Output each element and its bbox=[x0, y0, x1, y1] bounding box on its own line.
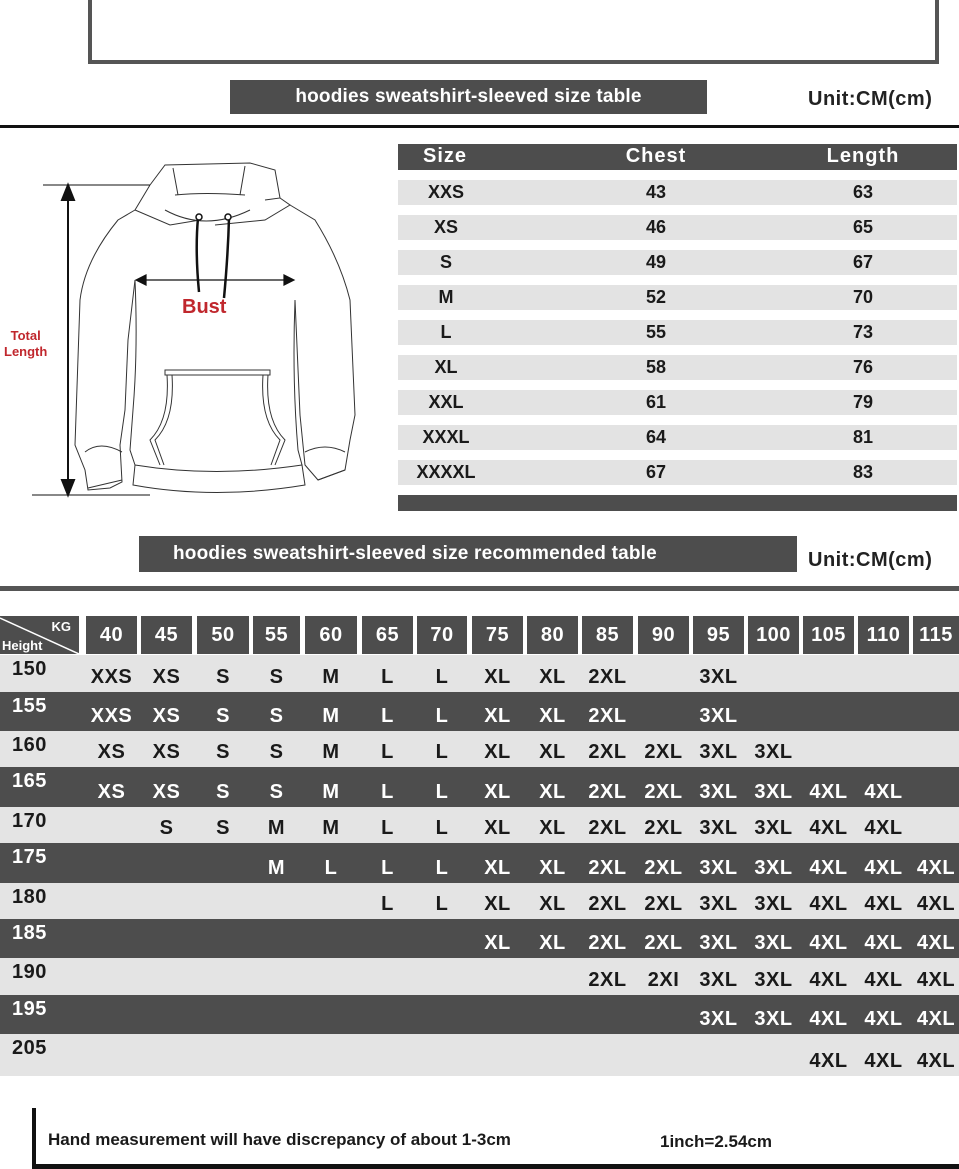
size-recommendation-cell: XL bbox=[484, 781, 511, 803]
chest-cell: 64 bbox=[645, 427, 667, 447]
size-recommendation-cell: XS bbox=[97, 781, 126, 803]
size-recommendation-cell: S bbox=[216, 705, 230, 727]
size-table-header bbox=[398, 144, 957, 170]
size-recommendation-cell: M bbox=[322, 817, 340, 839]
size-recommendation-cell: L bbox=[435, 893, 449, 915]
size-recommendation-cell: 3XL bbox=[754, 969, 793, 991]
size-recommendation-cell: 4XL bbox=[916, 1008, 956, 1030]
size-table-row bbox=[398, 215, 957, 240]
size-recommendation-cell: 4XL bbox=[864, 1050, 903, 1072]
column-header-size: Size bbox=[423, 145, 468, 167]
size-recommendation-cell: 3XL bbox=[699, 666, 738, 688]
size-recommendation-cell: 3XL bbox=[754, 781, 793, 803]
size-cell: XS bbox=[433, 217, 458, 237]
size-recommendation-cell: 3XL bbox=[754, 817, 793, 839]
size-recommendation-cell: 3XL bbox=[754, 1008, 793, 1030]
size-recommendation-cell: 2XL bbox=[588, 817, 627, 839]
size-cell: XXXL bbox=[422, 427, 470, 447]
weight-header-cell: 105 bbox=[803, 616, 854, 654]
recommend-title-banner bbox=[139, 536, 797, 572]
recommend-row bbox=[0, 692, 959, 731]
length-cell: 67 bbox=[852, 252, 874, 272]
size-recommendation-cell: S bbox=[269, 781, 284, 803]
size-recommendation-cell: 4XL bbox=[864, 781, 903, 803]
chest-cell: 43 bbox=[645, 182, 667, 202]
size-table-body bbox=[398, 180, 957, 485]
size-recommendation-cell: 2XL bbox=[644, 893, 683, 915]
size-table-row bbox=[398, 460, 957, 485]
height-cell: 190 bbox=[12, 961, 47, 983]
recommend-row bbox=[0, 731, 959, 767]
recommend-row bbox=[0, 883, 959, 919]
size-recommendation-cell: S bbox=[269, 666, 284, 688]
size-recommendation-cell: 4XL bbox=[809, 1008, 848, 1030]
size-recommendation-cell: XL bbox=[484, 741, 511, 763]
size-recommendation-cell: S bbox=[216, 666, 230, 688]
size-recommendation-cell: 2XL bbox=[644, 857, 683, 879]
weight-header-cell: 60 bbox=[305, 616, 357, 654]
inch-conversion: 1inch=2.54cm bbox=[660, 1132, 772, 1151]
size-table-row bbox=[398, 320, 957, 345]
size-recommendation-cell: 4XL bbox=[809, 1050, 848, 1072]
size-recommendation-cell: L bbox=[381, 817, 394, 839]
size-recommendation-cell: XXS bbox=[90, 705, 133, 727]
size-recommendation-cell: XS bbox=[152, 666, 181, 688]
weight-header-cell: 90 bbox=[638, 616, 689, 654]
size-recommendation-cell: L bbox=[435, 741, 449, 763]
size-recommendation-cell: 2XL bbox=[588, 666, 627, 688]
measurement-note: Hand measurement will have discrepancy of about 1-3cm bbox=[48, 1130, 511, 1149]
size-recommendation-cell: XL bbox=[484, 893, 511, 915]
size-recommendation-cell: M bbox=[322, 666, 340, 688]
size-recommendation-cell: 4XL bbox=[864, 969, 903, 991]
size-recommendation-cell: 3XL bbox=[699, 893, 738, 915]
hoodie-outline-icon bbox=[0, 160, 380, 510]
size-table-title: hoodies sweatshirt-sleeved size table bbox=[295, 86, 642, 107]
size-recommendation-cell: M bbox=[322, 741, 340, 763]
size-recommendation-cell: 2XL bbox=[588, 857, 627, 879]
size-recommendation-cell: 2XL bbox=[588, 741, 627, 763]
size-recommendation-cell: 2XL bbox=[588, 705, 627, 727]
recommend-row bbox=[0, 958, 959, 995]
size-table-row bbox=[398, 180, 957, 205]
size-recommendation-cell: L bbox=[381, 741, 394, 763]
size-recommendation-cell: L bbox=[435, 817, 449, 839]
length-cell: 70 bbox=[852, 287, 874, 307]
recommend-row bbox=[0, 1034, 959, 1076]
size-table-footer-bar bbox=[398, 495, 957, 511]
size-recommendation-cell: 2XI bbox=[647, 969, 680, 991]
size-recommendation-cell: XS bbox=[97, 741, 126, 763]
size-recommendation-cell: 3XL bbox=[699, 741, 738, 763]
length-cell: 65 bbox=[852, 217, 874, 237]
total-length-label-line2: Length bbox=[4, 344, 48, 359]
size-recommendation-cell: 2XL bbox=[588, 781, 627, 803]
divider bbox=[0, 125, 959, 128]
length-cell: 81 bbox=[852, 427, 874, 447]
recommend-row bbox=[0, 919, 959, 958]
top-bracket-frame bbox=[88, 0, 939, 64]
size-recommendation-cell: 3XL bbox=[699, 705, 738, 727]
weight-header-cell: 80 bbox=[527, 616, 578, 654]
size-recommendation-cell: L bbox=[381, 893, 394, 915]
size-recommendation-cell: L bbox=[381, 705, 394, 727]
size-recommendation-cell: 2XL bbox=[588, 932, 627, 954]
size-recommendation-cell: S bbox=[159, 817, 174, 839]
size-recommendation-cell: 3XL bbox=[699, 857, 738, 879]
size-recommendation-cell: 4XL bbox=[809, 781, 848, 803]
weight-header-cell: 115 bbox=[913, 616, 959, 654]
recommend-unit-label: Unit:CM(cm) bbox=[808, 549, 933, 571]
size-recommendation-cell: L bbox=[381, 666, 394, 688]
chest-cell: 58 bbox=[645, 357, 667, 377]
size-recommendation-cell: 3XL bbox=[699, 781, 738, 803]
size-recommendation-cell: 4XL bbox=[864, 1008, 903, 1030]
size-recommendation-cell: L bbox=[381, 781, 394, 803]
size-recommendation-cell: 2XL bbox=[644, 741, 683, 763]
hoodie-diagram bbox=[0, 160, 380, 510]
size-recommendation-cell: XXS bbox=[90, 666, 133, 688]
weight-header-cell: 50 bbox=[197, 616, 249, 654]
size-recommendation-cell: L bbox=[435, 781, 449, 803]
size-recommendation-cell: L bbox=[381, 857, 394, 879]
weight-header-cell: 85 bbox=[582, 616, 633, 654]
height-cell: 185 bbox=[12, 922, 47, 944]
size-recommendation-cell: S bbox=[216, 817, 230, 839]
size-cell: L bbox=[440, 322, 452, 342]
length-cell: 63 bbox=[852, 182, 874, 202]
weight-header-cell: 75 bbox=[472, 616, 523, 654]
size-cell: XL bbox=[434, 357, 458, 377]
size-recommendation-cell: S bbox=[269, 705, 284, 727]
size-cell: XXL bbox=[428, 392, 464, 412]
chest-cell: 55 bbox=[645, 322, 667, 342]
size-recommendation-cell: 3XL bbox=[754, 893, 793, 915]
size-recommendation-cell: XL bbox=[539, 741, 566, 763]
chest-cell: 46 bbox=[645, 217, 667, 237]
weight-header-cell: 65 bbox=[362, 616, 413, 654]
chest-cell: 52 bbox=[645, 287, 667, 307]
size-recommendation-cell: XL bbox=[539, 893, 566, 915]
weight-header-cell: 95 bbox=[693, 616, 744, 654]
size-recommendation-cell: S bbox=[216, 741, 230, 763]
size-recommendation-cell: XL bbox=[539, 857, 566, 879]
size-recommendation-cell: XL bbox=[539, 666, 566, 688]
size-table-row bbox=[398, 285, 957, 310]
weight-header-cell: 45 bbox=[141, 616, 192, 654]
size-recommendation-cell: 2XL bbox=[644, 781, 683, 803]
size-recommendation-cell: 3XL bbox=[699, 1008, 738, 1030]
recommend-row bbox=[0, 807, 959, 843]
recommend-title: hoodies sweatshirt-sleeved size recommended table bbox=[173, 543, 657, 564]
height-label: Height bbox=[2, 638, 43, 653]
size-recommendation-cell: 4XL bbox=[916, 857, 956, 879]
size-recommendation-cell: 2XL bbox=[644, 817, 683, 839]
size-cell: M bbox=[438, 287, 454, 307]
size-recommendation-cell: XL bbox=[539, 705, 566, 727]
chest-cell: 61 bbox=[645, 392, 667, 412]
size-recommendation-cell: 3XL bbox=[754, 741, 793, 763]
size-recommendation-cell: M bbox=[322, 705, 340, 727]
kg-label: KG bbox=[51, 619, 71, 634]
unit-label: Unit:CM(cm) bbox=[808, 88, 933, 110]
height-cell: 205 bbox=[12, 1037, 47, 1059]
size-recommendation-cell: 3XL bbox=[699, 817, 738, 839]
size-recommendation-cell: M bbox=[267, 857, 286, 879]
size-table-row bbox=[398, 355, 957, 380]
size-recommendation-cell: XL bbox=[539, 781, 566, 803]
size-table-row bbox=[398, 425, 957, 450]
size-table-row bbox=[398, 390, 957, 415]
size-recommendation-cell: XL bbox=[484, 817, 511, 839]
size-recommendation-cell: XL bbox=[539, 932, 566, 954]
size-table-title-banner bbox=[230, 80, 707, 114]
length-cell: 76 bbox=[852, 357, 874, 377]
size-recommendation-cell: 4XL bbox=[864, 857, 903, 879]
height-cell: 165 bbox=[12, 770, 47, 792]
divider bbox=[0, 586, 959, 591]
size-table-row bbox=[398, 250, 957, 275]
weight-header-cell: 55 bbox=[253, 616, 300, 654]
size-recommendation-cell: 3XL bbox=[754, 857, 793, 879]
height-cell: 180 bbox=[12, 886, 47, 908]
size-recommendation-cell: L bbox=[435, 666, 449, 688]
size-recommendation-cell: M bbox=[267, 817, 286, 839]
size-recommendation-cell: 4XL bbox=[809, 893, 848, 915]
size-recommendation-cell: L bbox=[435, 705, 449, 727]
size-recommendation-cell: S bbox=[269, 741, 284, 763]
size-recommendation-cell: XL bbox=[484, 705, 511, 727]
recommend-row bbox=[0, 655, 959, 692]
size-recommendation-cell: 4XL bbox=[916, 932, 956, 954]
height-cell: 170 bbox=[12, 810, 47, 832]
size-cell: XXXXL bbox=[416, 462, 476, 482]
height-cell: 195 bbox=[12, 998, 47, 1020]
size-recommendation-cell: 4XL bbox=[916, 893, 956, 915]
bust-label: Bust bbox=[182, 296, 227, 318]
size-recommendation-cell: 4XL bbox=[809, 817, 848, 839]
size-recommendation-cell: 4XL bbox=[864, 817, 903, 839]
weight-header-cell: 40 bbox=[86, 616, 137, 654]
height-cell: 160 bbox=[12, 734, 47, 756]
size-recommendation-cell: 4XL bbox=[809, 857, 848, 879]
size-recommendation-cell: 4XL bbox=[864, 893, 903, 915]
recommend-row bbox=[0, 767, 959, 807]
size-recommendation-cell: 4XL bbox=[916, 1050, 956, 1072]
chest-cell: 49 bbox=[645, 252, 667, 272]
length-cell: 79 bbox=[852, 392, 874, 412]
size-recommendation-cell: L bbox=[324, 857, 338, 879]
size-recommendation-cell: L bbox=[435, 857, 449, 879]
weight-header-cell: 70 bbox=[417, 616, 467, 654]
weight-header-cell: 110 bbox=[858, 616, 909, 654]
size-recommendation-cell: 3XL bbox=[699, 969, 738, 991]
size-cell: XXS bbox=[427, 182, 465, 202]
total-length-label bbox=[4, 328, 47, 360]
height-cell: 155 bbox=[12, 695, 47, 717]
height-cell: 150 bbox=[12, 658, 47, 680]
size-recommendation-cell: 4XL bbox=[809, 969, 848, 991]
size-recommendation-cell: 4XL bbox=[864, 932, 903, 954]
height-kg-corner-cell bbox=[0, 616, 79, 654]
size-recommendation-cell: XL bbox=[484, 932, 511, 954]
height-cell: 175 bbox=[12, 846, 47, 868]
column-header-chest: Chest bbox=[625, 145, 687, 167]
size-recommendation-cell: 2XL bbox=[588, 893, 627, 915]
size-recommendation-cell: 4XL bbox=[809, 932, 848, 954]
chest-cell: 67 bbox=[645, 462, 667, 482]
length-cell: 83 bbox=[852, 462, 874, 482]
size-recommendation-cell: 2XL bbox=[588, 969, 627, 991]
size-recommendation-cell: XS bbox=[152, 705, 181, 727]
size-recommendation-cell: M bbox=[322, 781, 340, 803]
length-cell: 73 bbox=[852, 322, 874, 342]
size-recommendation-cell: XS bbox=[152, 741, 181, 763]
size-recommendation-cell: XS bbox=[152, 781, 181, 803]
size-recommendation-cell: XL bbox=[539, 817, 566, 839]
size-recommendation-cell: S bbox=[216, 781, 230, 803]
size-cell: S bbox=[439, 252, 452, 272]
weight-header-cell: 100 bbox=[748, 616, 799, 654]
size-table bbox=[398, 144, 957, 511]
size-recommendation-cell: 4XL bbox=[916, 969, 956, 991]
recommend-row bbox=[0, 843, 959, 883]
recommend-row bbox=[0, 995, 959, 1034]
size-recommendation-cell: 3XL bbox=[754, 932, 793, 954]
size-recommendation-cell: XL bbox=[484, 666, 511, 688]
size-recommendation-cell: 2XL bbox=[644, 932, 683, 954]
total-length-label-line1: Total bbox=[10, 328, 41, 343]
size-recommendation-cell: XL bbox=[484, 857, 511, 879]
size-recommendation-cell: 3XL bbox=[699, 932, 738, 954]
column-header-length: Length bbox=[826, 145, 900, 167]
